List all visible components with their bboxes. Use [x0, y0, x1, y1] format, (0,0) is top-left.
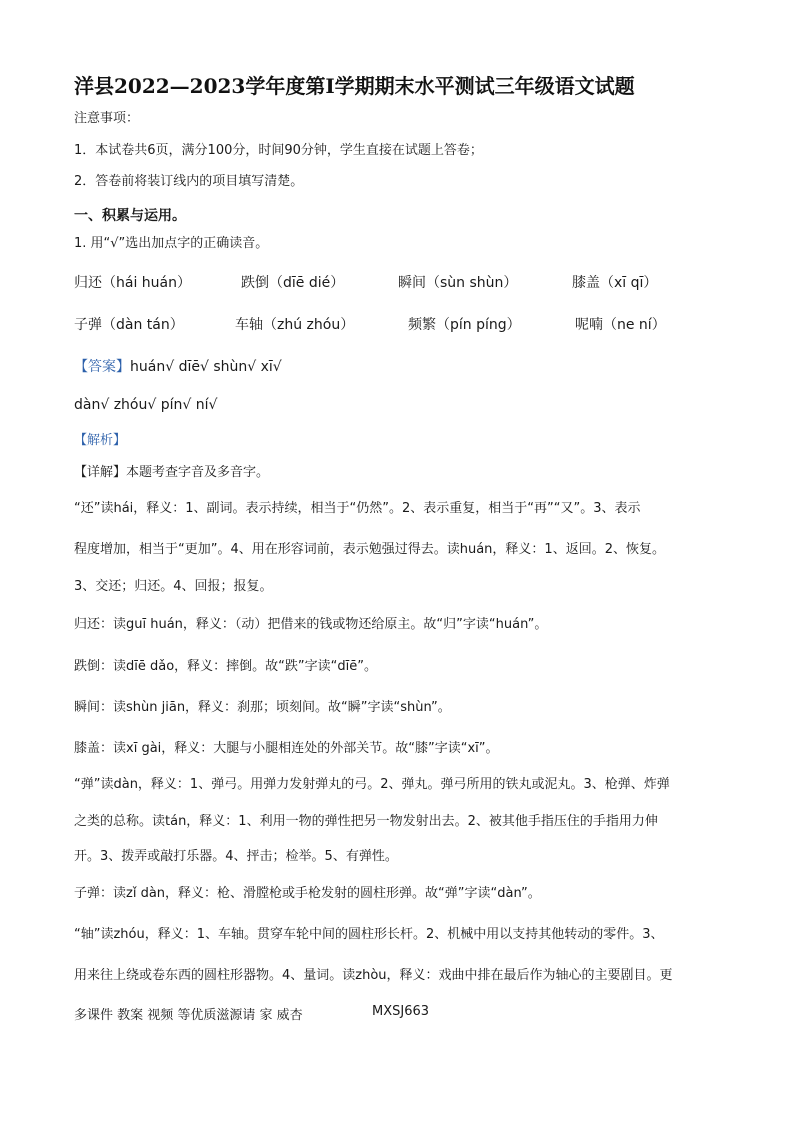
question-1-option: 膝盖（xī qī） [572, 275, 658, 291]
question-1-option: 子弹（dàn tán） [74, 317, 184, 333]
analysis-line: 开。3、拨弄或敲打乐器。4、抨击；检举。5、有弹性。 [74, 849, 398, 864]
answer-line-1 [74, 356, 282, 376]
analysis-line: “轴”读zhóu，释义：1、车轴。贯穿车轮中间的圆柱形长杆。2、机械中用以支持其他转动的零件。3、 [74, 927, 664, 942]
analysis-label: 【解析】 [74, 433, 127, 448]
question-1-option: 跌倒（dīē dié） [241, 275, 345, 291]
analysis-line: 膝盖：读xī gài，释义：大腿与小腿相连处的外部关节。故“膝”字读“xī”。 [74, 741, 499, 756]
answer-line-2: dàn√ zhóu√ pín√ ní√ [74, 397, 218, 413]
answer-label: 【答案】 [74, 359, 130, 375]
footer-note: 多课件 教案 视频 等优质滋源请 家 威杏 [74, 1008, 303, 1023]
footer-code: MXSJ663 [372, 1004, 430, 1019]
analysis-line: “弹”读dàn，释义：1、弹弓。用弹力发射弹丸的弓。2、弹丸。弹弓所用的铁丸或泥丸。3、枪弹、炸弹 [74, 777, 670, 792]
analysis-line: 3、交还；归还。4、回报；报复。 [74, 579, 273, 594]
analysis-line: 跌倒：读dīē dǎo，释义：摔倒。故“跌”字读“dīē”。 [74, 659, 377, 674]
notice-heading: 注意事项： [74, 111, 140, 126]
analysis-line: 【详解】本题考查字音及多音字。 [74, 465, 270, 480]
question-1-option: 频繁（pín píng） [408, 317, 521, 333]
analysis-line: 程度增加，相当于“更加”。4、用在形容词前，表示勉强过得去。读huán，释义：1、返回。2、恢复。 [74, 542, 665, 557]
analysis-line: 用来往上绕或卷东西的圆柱形器物。4、量词。读zhòu，释义：戏曲中排在最后作为轴心的主要剧目。更 [74, 968, 673, 983]
analysis-line: 瞬间：读shùn jiān，释义：刹那；顷刻间。故“瞬”字读“shùn”。 [74, 700, 451, 715]
question-1-option: 归还（hái huán） [74, 275, 191, 291]
analysis-line: 子弹：读zǐ dàn，释义：枪、滑膛枪或手枪发射的圆柱形弹。故“弹”字读“dàn”。 [74, 886, 541, 901]
analysis-line: “还”读hái，释义：1、副词。表示持续，相当于“仍然”。2、表示重复，相当于“再”“又”。3、表示 [74, 501, 641, 516]
question-1-option: 呢喃（ne ní） [575, 317, 666, 333]
question-1-option: 瞬间（sùn shùn） [398, 275, 518, 291]
analysis-line: 之类的总称。读tán，释义：1、利用一物的弹性把另一物发射出去。2、被其他手指压住的手指用力伸 [74, 814, 658, 829]
notice-item-2: 2．答卷前将装订线内的项目填写清楚。 [74, 174, 304, 189]
notice-item-1: 1．本试卷共6页，满分100分，时间90分钟，学生直接在试题上答卷； [74, 143, 483, 158]
question-1-prompt: 1. 用“√”选出加点字的正确读音。 [74, 236, 269, 251]
analysis-line: 归还：读guī huán，释义：（动）把借来的钱或物还给原主。故“归”字读“huán”。 [74, 617, 548, 632]
question-1-option: 车轴（zhú zhóu） [235, 317, 355, 333]
answer-values: huán√ dīē√ shùn√ xī√ [130, 359, 282, 375]
section-heading-1: 一、积累与运用。 [74, 208, 186, 224]
page-title: 洋县2022—2023学年度第Ⅰ学期期末水平测试三年级语文试题 [74, 74, 635, 98]
